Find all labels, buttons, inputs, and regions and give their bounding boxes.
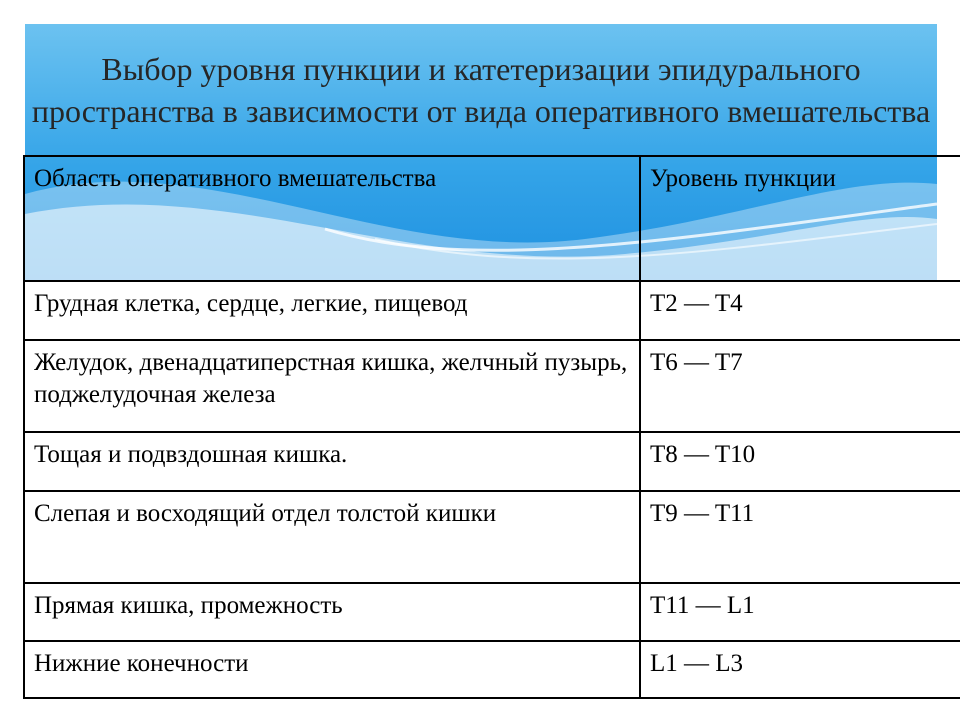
- area-text: Прямая кишка, промежность: [34, 592, 343, 619]
- table-row: [24, 281, 960, 340]
- level-cell: [640, 432, 960, 491]
- header-level: [640, 156, 960, 281]
- table-row: [24, 491, 960, 583]
- level-cell: [640, 491, 960, 583]
- level-text: T11 — L1: [650, 592, 755, 619]
- area-text: Слепая и восходящий отдел толстой кишки: [34, 500, 497, 527]
- table-row: [24, 641, 960, 698]
- level-text: T6 — T7: [650, 349, 743, 376]
- header-area: [24, 156, 640, 281]
- area-text: Желудок, двенадцатиперстная кишка, желчный пузырь, поджелудочная железа: [34, 349, 628, 408]
- level-cell: [640, 340, 960, 432]
- page-title: Выбор уровня пункции и катетеризации эпидурального пространства в зависимости от вида оперативного вмешательства: [31, 51, 931, 129]
- area-cell: [24, 641, 640, 698]
- area-cell: [24, 340, 640, 432]
- table-row: [24, 340, 960, 432]
- table-header-row: [24, 156, 960, 281]
- area-cell: [24, 281, 640, 340]
- area-cell: [24, 432, 640, 491]
- area-cell: [24, 583, 640, 641]
- table-row: [24, 432, 960, 491]
- level-text: T8 — T10: [650, 441, 756, 468]
- level-cell: [640, 281, 960, 340]
- level-text: L1 — L3: [650, 650, 744, 677]
- header-area-label: Область оперативного вмешательства: [34, 165, 437, 192]
- area-text: Грудная клетка, сердце, легкие, пищевод: [34, 290, 468, 317]
- level-text: T2 — T4: [650, 290, 743, 317]
- table-row: [24, 583, 960, 641]
- puncture-level-table: [23, 155, 960, 699]
- area-cell: [24, 491, 640, 583]
- level-text: T9 — T11: [650, 500, 755, 527]
- header-level-label: Уровень пункции: [650, 165, 836, 192]
- area-text: Нижние конечности: [34, 650, 249, 677]
- area-text: Тощая и подвздошная кишка.: [34, 441, 348, 468]
- level-cell: [640, 641, 960, 698]
- level-cell: [640, 583, 960, 641]
